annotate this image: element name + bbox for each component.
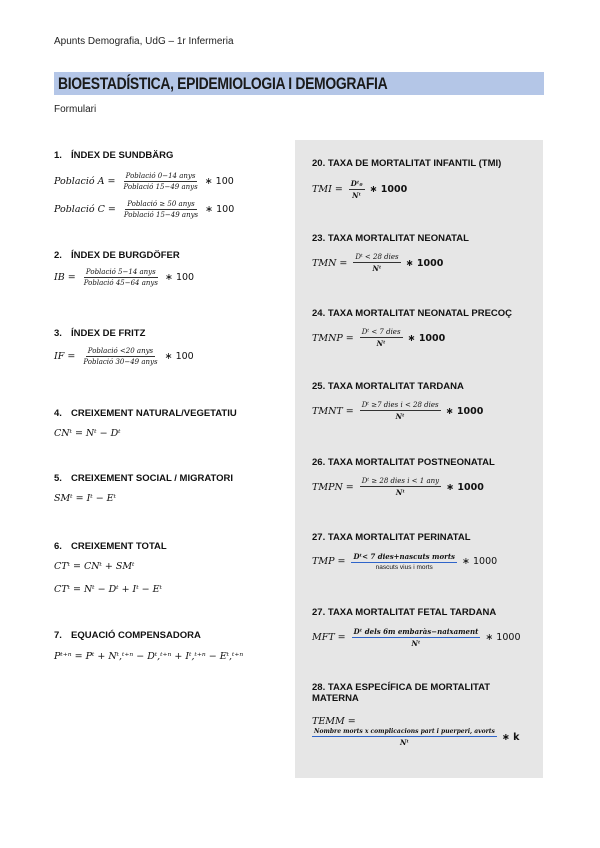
formula-early-neonatal-mortality: TMNP = $\frac{\text{Dᵗ < 7 dies}}{\text{Nᵗ}}$ ∗ 1000 [312, 328, 446, 348]
section-early-neonatal-mortality: 24. TAXA MORTALITAT NEONATAL PRECOÇ [312, 308, 513, 319]
section-neonatal-mortality: 23. TAXA MORTALITAT NEONATAL [312, 233, 469, 244]
formula-social-growth: SMᵗ = Iᵗ − Eᵗ [54, 493, 116, 504]
formula-maternal-mortality-lhs: TEMM = [312, 716, 356, 727]
formula-late-mortality: TMNT = $\frac{\text{Dᵗ ≥7 dies i < 28 dies}}{\text{Nᵗ}}$ ∗ 1000 [312, 401, 484, 421]
formula-compensating-equation: Pᵗ⁺ⁿ = Pᵗ + Nᵗ,ᵗ⁺ⁿ − Dᵗ,ᵗ⁺ⁿ + Iᵗ,ᵗ⁺ⁿ − Eᵗ,ᵗ⁺ⁿ [54, 651, 244, 662]
section-perinatal-mortality: 27. TAXA MORTALITAT PERINATAL [312, 532, 471, 543]
formula-total-growth-2: CTᵗ = Nᵗ − Dᵗ + Iᵗ − Eᵗ [54, 584, 162, 595]
section-maternal-mortality: 28. TAXA ESPECÍFICA DE MORTALITAT MATERNA [312, 682, 491, 704]
section-title: 3. ÍNDEX DE FRITZ [54, 328, 146, 339]
section-title: 5. CREIXEMENT SOCIAL / MIGRATORI [54, 473, 234, 484]
formula-perinatal-mortality: TMP = $\frac{\text{Dᵗ< 7 dies+nascuts morts}}{\text{nascuts vius i morts}}$ ∗ 1000 [312, 552, 498, 571]
formula-late-fetal-mortality: MFT = $\frac{\text{Dᵗ dels 6m embaràs−naixament}}{\text{Nᵗ}}$ ∗ 1000 [312, 627, 521, 648]
running-header: Apunts Demografia, UdG – 1r Infermeria [54, 36, 234, 47]
section-burgdofer [54, 250, 180, 261]
section-title: 7. EQUACIÓ COMPENSADORA [54, 630, 201, 641]
formula-maternal-mortality: $\frac{\text{Nombre morts x complicacions part i puerperi, avorts}}{\text{Nᵗ}}$ ∗ k [314, 728, 520, 747]
section-social-growth [54, 473, 233, 484]
formula-fritz: IF = $\frac{\text{Població <20 anys}}{\text{Població 30−49 anys}}$ ∗ 100 [54, 347, 194, 366]
title-banner [54, 72, 544, 95]
section-late-fetal-mortality: 27. TAXA MORTALITAT FETAL TARDANA [312, 607, 497, 618]
formula-infant-mortality: TMI = $\frac{\text{Dᵗ₀}}{\text{Nᵗ}}$ ∗ 1000 [312, 179, 408, 200]
formula-total-growth-1: CTᵗ = CNᵗ + SMᵗ [54, 561, 135, 572]
formula-postneonatal-mortality: TMPN = $\frac{\text{Dᵗ ≥ 28 dies i < 1 any}}{\text{Nᵗ}}$ ∗ 1000 [312, 477, 484, 497]
section-sundbarg [54, 150, 173, 161]
section-title: 4. CREIXEMENT NATURAL/VEGETATIU [54, 408, 237, 419]
section-natural-growth [54, 408, 237, 419]
page-title: BIOESTADÍSTICA, EPIDEMIOLOGIA I DEMOGRAFIA [58, 74, 388, 93]
section-infant-mortality: 20. TAXA DE MORTALITAT INFANTIL (TMI) [312, 158, 502, 169]
formula-neonatal-mortality: TMN = $\frac{\text{Dᵗ < 28 dies}}{\text{Nᵗ}}$ ∗ 1000 [312, 253, 444, 273]
section-total-growth [54, 541, 167, 552]
formula-burgdofer: IB = $\frac{\text{Població 5−14 anys}}{\text{Població 45−64 anys}}$ ∗ 100 [54, 268, 195, 287]
formula-sundbarg-a: Població A = $\frac{\text{Població 0−14 anys}}{\text{Població 15−49 anys}}$ ∗ 100 [54, 172, 234, 191]
section-late-mortality: 25. TAXA MORTALITAT TARDANA [312, 381, 464, 392]
section-title: 1. ÍNDEX DE SUNDBÄRG [54, 150, 174, 161]
section-compensating-equation [54, 630, 201, 641]
formula-natural-growth: CNᵗ = Nᵗ − Dᵗ [54, 428, 121, 439]
formula-sundbarg-c: Població C = $\frac{\text{Població ≥ 50 anys}}{\text{Població 15−49 anys}}$ ∗ 100 [54, 200, 235, 219]
section-postneonatal-mortality: 26. TAXA MORTALITAT POSTNEONATAL [312, 457, 495, 468]
section-title: 2. ÍNDEX DE BURGDÖFER [54, 250, 180, 261]
section-fritz [54, 328, 145, 339]
page-subtitle: Formulari [54, 104, 97, 115]
section-title: 6. CREIXEMENT TOTAL [54, 541, 167, 552]
